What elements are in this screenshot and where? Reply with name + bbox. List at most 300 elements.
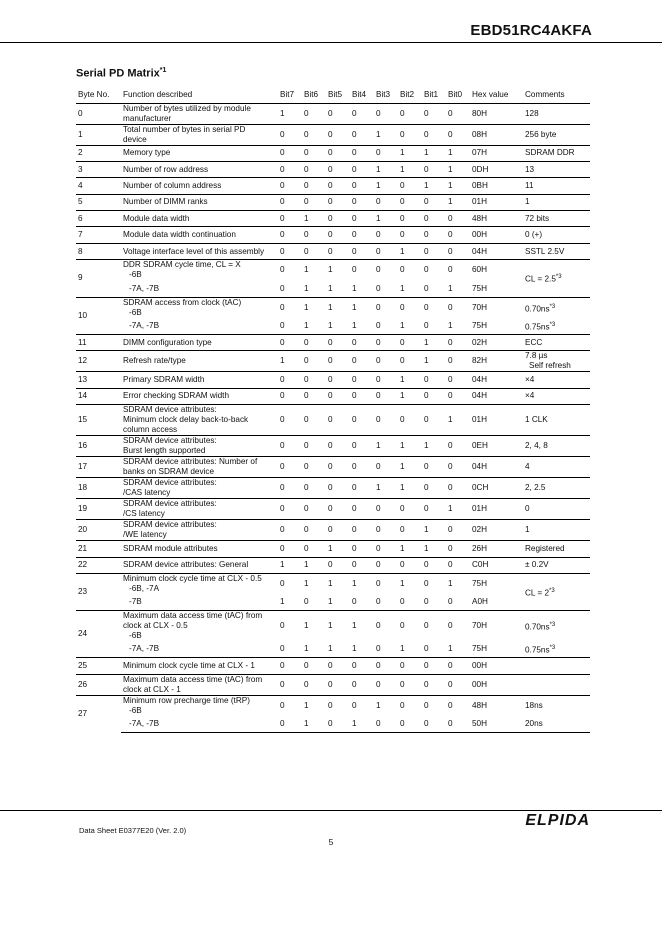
comment [523, 405, 590, 436]
bit-value: 1 [398, 573, 422, 594]
comment [523, 178, 590, 194]
bit-value: 0 [374, 457, 398, 478]
bit-value: 0 [376, 597, 381, 607]
bit-value: 0 [326, 674, 350, 695]
comment [523, 520, 590, 541]
bit-value: 1 [398, 145, 422, 161]
bit-value: 0 [278, 658, 302, 674]
function-line: Voltage interface level of this assembly [123, 246, 265, 256]
table-row [76, 335, 590, 351]
hex-value: 04H [470, 372, 523, 388]
bit-value: 0 [374, 611, 398, 642]
function-line: SDRAM device attributes: [123, 478, 217, 488]
bit-value: 1 [422, 541, 446, 557]
bit-value: 0 [350, 124, 374, 145]
comment-footnote: *3 [549, 303, 556, 310]
bit-value: 0 [350, 405, 374, 436]
bit-value: 1 [328, 644, 333, 654]
function-description [121, 611, 278, 642]
table-row [76, 557, 590, 573]
bit-value: 0 [374, 335, 398, 351]
function-description [121, 520, 278, 541]
function-line: -7B [129, 597, 142, 607]
bit-value: 0 [374, 194, 398, 210]
hex-value: 75H [472, 321, 488, 331]
comment-line: $0.70ns^{*3}$ [525, 303, 556, 314]
function-line: Number of row address [123, 164, 209, 174]
bit-value: 0 [350, 478, 374, 499]
bit-value: 0 [448, 597, 453, 607]
function-description [121, 194, 278, 210]
bit-value: 0 [302, 351, 326, 372]
bit-value: 0 [304, 597, 309, 607]
byte-number: 14 [76, 388, 121, 404]
bit-value: 0 [302, 145, 326, 161]
bit-value: 0 [374, 520, 398, 541]
comment-line: $0.75ns^{*3}$ [525, 321, 556, 332]
bit-value: 0 [302, 478, 326, 499]
bit-value: 0 [422, 227, 446, 243]
comment [523, 674, 590, 695]
table-row [76, 641, 590, 657]
hex-value: 82H [470, 351, 523, 372]
bit-value: 0 [446, 658, 470, 674]
bit-value: 0 [398, 124, 422, 145]
bit-value: 0 [374, 674, 398, 695]
column-header: Bit6 [302, 88, 326, 103]
comment-footnote: *3 [555, 274, 562, 281]
bit-value: 0 [446, 541, 470, 557]
bit-value: 0 [302, 388, 326, 404]
column-header: Bit5 [326, 88, 350, 103]
function-line: -7A, -7B [129, 321, 160, 331]
bit-value: 0 [350, 145, 374, 161]
byte-number: 16 [76, 436, 121, 457]
comment-line: 4 [525, 462, 530, 472]
bit-value: 0 [302, 227, 326, 243]
bit-value: 0 [398, 297, 422, 318]
bit-value: 0 [326, 478, 350, 499]
function-description [121, 405, 278, 436]
bit-value: 0 [398, 194, 422, 210]
bit-value: 0 [326, 178, 350, 194]
bit-value: 0 [278, 499, 302, 520]
bit-value: 1 [328, 597, 333, 607]
bit-value: 1 [326, 573, 350, 594]
bit-value: 1 [302, 260, 326, 281]
bit-value: 0 [326, 436, 350, 457]
hex-value: 48H [470, 211, 523, 227]
bit-value: 0 [446, 695, 470, 716]
bit-value: 1 [422, 351, 446, 372]
bit-value: 0 [446, 674, 470, 695]
comment [523, 211, 590, 227]
column-header: Bit0 [446, 88, 470, 103]
comment-line: Registered [525, 543, 565, 553]
comment-footnote: *3 [549, 644, 556, 651]
table-header-row [76, 88, 590, 103]
column-header: Bit4 [350, 88, 374, 103]
bit-value: 0 [278, 695, 302, 716]
table-row [76, 227, 590, 243]
bit-value: 0 [302, 103, 326, 124]
comment [523, 335, 590, 351]
bit-value: 0 [446, 227, 470, 243]
function-line: SDRAM device attributes: [123, 499, 217, 509]
bit-value: 0 [446, 372, 470, 388]
comment [523, 541, 590, 557]
table-row [76, 520, 590, 541]
bit-value: 0 [446, 388, 470, 404]
bit-value: 0 [424, 644, 429, 654]
bit-value: 1 [400, 321, 405, 331]
bit-value: 0 [326, 457, 350, 478]
comment-line: 2, 4, 8 [525, 441, 548, 451]
bit-value: 0 [398, 520, 422, 541]
bit-value: 1 [422, 436, 446, 457]
bit-value: 1 [374, 161, 398, 177]
function-line: SDRAM module attributes [123, 543, 218, 553]
byte-number: 19 [76, 499, 121, 520]
bit-value: 0 [278, 161, 302, 177]
function-description [121, 573, 278, 594]
byte-number: 13 [76, 372, 121, 388]
bit-value: 0 [302, 499, 326, 520]
bit-value: 0 [350, 388, 374, 404]
bit-value: 0 [398, 178, 422, 194]
bit-value: 0 [374, 557, 398, 573]
byte-number: 11 [76, 335, 121, 351]
byte-number: 9 [76, 260, 121, 297]
hex-value: 04H [470, 388, 523, 404]
table-row [76, 695, 590, 716]
bit-value: 1 [328, 321, 333, 331]
comment-line: 1 [525, 525, 530, 535]
function-line: Minimum clock cycle time at CLX - 1 [123, 660, 255, 670]
function-description [121, 499, 278, 520]
bit-value: 1 [398, 388, 422, 404]
bit-value: 1 [446, 499, 470, 520]
bit-value: 0 [422, 211, 446, 227]
hex-value: 75H [470, 573, 523, 594]
bit-value: 0 [278, 674, 302, 695]
bit-value: 1 [398, 541, 422, 557]
bit-value: 0 [302, 372, 326, 388]
bit-value: 1 [326, 260, 350, 281]
bit-value: 0 [422, 674, 446, 695]
hex-value: 01H [470, 405, 523, 436]
function-description [121, 436, 278, 457]
page-number: 5 [328, 837, 334, 847]
bit-value: 0 [398, 658, 422, 674]
function-description [121, 372, 278, 388]
function-line: SDRAM device attributes: [123, 405, 217, 415]
bit-value: 0 [302, 243, 326, 259]
bit-value: 0 [350, 658, 374, 674]
function-line: Maximum data access time (tAC) from [123, 611, 263, 621]
bit-value: 1 [326, 611, 350, 642]
bit-value: 0 [350, 161, 374, 177]
bit-value: 0 [350, 194, 374, 210]
hex-value: 0CH [470, 478, 523, 499]
bit-value: 1 [302, 716, 326, 732]
bit-value: 0 [326, 716, 350, 732]
bit-value: 0 [350, 178, 374, 194]
bit-value: 0 [374, 388, 398, 404]
table-row [76, 103, 590, 124]
bit-value: 1 [398, 478, 422, 499]
function-description [121, 297, 278, 318]
comment-line: 0 [525, 504, 530, 514]
function-description [121, 260, 278, 281]
hex-value: 75H [472, 283, 488, 293]
table-row [76, 372, 590, 388]
bit-value: 0 [350, 557, 374, 573]
function-line: /WE latency [123, 530, 167, 540]
table-row [76, 351, 590, 372]
bit-value: 0 [278, 573, 302, 594]
bit-value: 0 [376, 283, 381, 293]
function-line: Minimum clock cycle time at CLX - 0.5 [123, 574, 262, 584]
elpida-logo: ELPIDA [525, 812, 590, 829]
function-description [121, 351, 278, 372]
function-line: manufacturer [123, 113, 172, 123]
bit-value: 0 [422, 658, 446, 674]
bit-value: 0 [374, 573, 398, 594]
comment-line: CL = $2.5^{*3}$ [525, 274, 562, 284]
table-row [76, 573, 590, 594]
bit-value: 0 [446, 557, 470, 573]
bit-value: 1 [398, 372, 422, 388]
function-line: -7A, -7B [129, 283, 160, 293]
bit-value: 1 [400, 283, 405, 293]
function-line: SDRAM device attributes: Number of [123, 457, 258, 467]
bit-value: 0 [326, 243, 350, 259]
bit-value: 0 [302, 124, 326, 145]
function-description [121, 227, 278, 243]
table-row [76, 318, 590, 334]
bit-value: 0 [422, 161, 446, 177]
bit-value: 0 [422, 457, 446, 478]
bit-value: 0 [374, 658, 398, 674]
comment-footnote: *3 [549, 321, 556, 328]
bit-value: 0 [352, 597, 357, 607]
bit-value: 0 [374, 260, 398, 281]
bit-value: 0 [446, 478, 470, 499]
function-line: SDRAM device attributes: [123, 520, 217, 530]
bit-value: 0 [278, 716, 302, 732]
bit-value: 1 [328, 283, 333, 293]
bit-value: 1 [398, 436, 422, 457]
bit-value: 0 [350, 260, 374, 281]
bit-value: 0 [278, 145, 302, 161]
comment [523, 372, 590, 388]
bit-value: 0 [446, 716, 470, 732]
bit-value: 0 [398, 557, 422, 573]
comment [523, 351, 590, 372]
bit-value: 1 [398, 457, 422, 478]
function-description [121, 145, 278, 161]
function-description [121, 103, 278, 124]
comment [523, 436, 590, 457]
function-line: -7A, -7B [129, 719, 160, 729]
bit-value: 0 [422, 194, 446, 210]
function-line: clock at CLX - 1 [123, 684, 181, 694]
bit-value: 0 [326, 161, 350, 177]
header-rule [0, 42, 662, 43]
byte-number: 18 [76, 478, 121, 499]
bit-value: 0 [350, 499, 374, 520]
byte-number: 15 [76, 405, 121, 436]
comment [523, 611, 590, 642]
bit-value: 0 [302, 520, 326, 541]
bit-value: 0 [278, 260, 302, 281]
bit-value: 0 [302, 541, 326, 557]
hex-value: 00H [470, 674, 523, 695]
bit-value: 1 [304, 321, 309, 331]
bit-value: 1 [352, 321, 357, 331]
bit-value: 1 [352, 283, 357, 293]
hex-value: 0DH [470, 161, 523, 177]
byte-number: 6 [76, 211, 121, 227]
bit-value: 0 [350, 103, 374, 124]
bit-value: 1 [374, 436, 398, 457]
bit-value: 0 [326, 124, 350, 145]
comment [523, 243, 590, 259]
bit-value: 1 [448, 644, 453, 654]
bit-value: 1 [446, 194, 470, 210]
bit-value: 0 [280, 644, 285, 654]
bit-value: 0 [350, 436, 374, 457]
function-line: Burst length supported [123, 446, 206, 456]
bit-value: 0 [280, 321, 285, 331]
function-line: -6B [129, 270, 142, 280]
comment [523, 297, 590, 318]
bit-value: 0 [326, 103, 350, 124]
comment-line: 1 CLK [525, 415, 548, 425]
bit-value: 0 [398, 103, 422, 124]
bit-value: 0 [302, 405, 326, 436]
function-line: Refresh rate/type [123, 356, 186, 366]
bit-value: 0 [278, 243, 302, 259]
bit-value: 0 [278, 297, 302, 318]
byte-number: 2 [76, 145, 121, 161]
bit-value: 1 [446, 573, 470, 594]
bit-value: 0 [446, 124, 470, 145]
bit-value: 0 [376, 644, 381, 654]
table-row [76, 674, 590, 695]
function-line: Memory type [123, 148, 171, 158]
comment-line: ECC [525, 337, 543, 347]
bit-value: 1 [398, 161, 422, 177]
bit-value: 1 [350, 716, 374, 732]
hex-value: 02H [470, 520, 523, 541]
table-row [76, 594, 590, 610]
bit-value: 0 [302, 436, 326, 457]
function-line: /CAS latency [123, 488, 171, 498]
comment [523, 573, 590, 610]
bit-value: 0 [278, 388, 302, 404]
table-row [76, 178, 590, 194]
column-header: Hex value [470, 88, 523, 103]
bit-value: 0 [302, 674, 326, 695]
comment-line: 18ns [525, 700, 543, 710]
bit-value: 0 [350, 674, 374, 695]
bit-value: 1 [304, 283, 309, 293]
function-description [121, 243, 278, 259]
byte-number: 10 [76, 297, 121, 334]
bit-value: 0 [278, 457, 302, 478]
table-row [76, 297, 590, 318]
function-line: Number of bytes utilized by module [123, 103, 251, 113]
function-description [121, 457, 278, 478]
bit-value: 0 [278, 541, 302, 557]
table-row [76, 658, 590, 674]
bit-value: 0 [326, 658, 350, 674]
function-description [121, 388, 278, 404]
bit-value: 0 [302, 194, 326, 210]
bit-value: 0 [446, 211, 470, 227]
comment [523, 457, 590, 478]
bit-value: 0 [326, 388, 350, 404]
bit-value: 0 [446, 335, 470, 351]
bit-value: 1 [446, 145, 470, 161]
byte-number: 0 [76, 103, 121, 124]
hex-value: 04H [470, 457, 523, 478]
bit-value: 0 [398, 695, 422, 716]
bit-value: 0 [422, 243, 446, 259]
bit-value: 0 [446, 520, 470, 541]
comment [523, 145, 590, 161]
hex-value: 26H [470, 541, 523, 557]
bit-value: 0 [422, 260, 446, 281]
bit-value: 0 [446, 457, 470, 478]
byte-number: 12 [76, 351, 121, 372]
bit-value: 0 [422, 405, 446, 436]
bit-value: 0 [422, 372, 446, 388]
bit-value: 0 [398, 611, 422, 642]
comment-line: 13 [525, 164, 535, 174]
bit-value: 1 [304, 644, 309, 654]
byte-number: 24 [76, 611, 121, 658]
table-row [76, 499, 590, 520]
function-line: -6B [129, 307, 142, 317]
bit-value: 0 [398, 227, 422, 243]
table-row [76, 541, 590, 557]
bit-value: 0 [398, 335, 422, 351]
function-description [121, 695, 278, 716]
bit-value: 0 [398, 405, 422, 436]
document-id: Data Sheet E0377E20 (Ver. 2.0) [79, 826, 187, 835]
section-title: Serial PD Matrix$^{*1}$ [76, 67, 167, 80]
bit-value: 0 [302, 161, 326, 177]
bit-value: 1 [278, 103, 302, 124]
function-description [121, 478, 278, 499]
bit-value: 0 [422, 573, 446, 594]
comment-line: 1 [525, 197, 530, 207]
column-header: Function described [121, 88, 278, 103]
function-line: Number of DIMM ranks [123, 197, 208, 207]
function-line: column access [123, 425, 178, 435]
function-line: Module data width [123, 213, 190, 223]
hex-value: 02H [470, 335, 523, 351]
function-description [121, 335, 278, 351]
comment-line: Self refresh [529, 361, 571, 371]
bit-value: 0 [326, 372, 350, 388]
function-line: clock at CLX - 0.5 [123, 621, 188, 631]
comment [523, 194, 590, 210]
bit-value: 1 [302, 211, 326, 227]
